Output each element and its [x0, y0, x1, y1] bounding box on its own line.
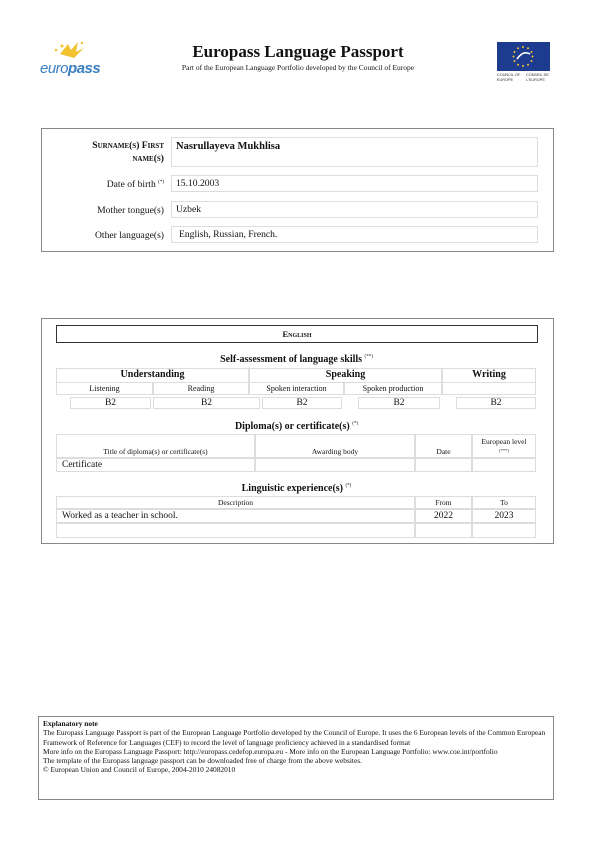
note-heading: Explanatory note	[43, 719, 98, 728]
experience-row-description	[56, 523, 415, 538]
group-understanding: Understanding	[56, 368, 249, 382]
explanatory-note	[38, 716, 554, 800]
europass-logo-text: europass	[40, 60, 101, 77]
group-writing: Writing	[442, 368, 536, 382]
skill-listening: Listening	[56, 382, 153, 395]
other-languages-value: English, Russian, French.	[171, 226, 538, 243]
self-assessment-title: Self-assessment of language skills (**)	[220, 354, 373, 365]
level-spoken-production: B2	[358, 397, 440, 409]
experience-col-from: From	[415, 496, 472, 509]
dob-label: Date of birth (*)	[106, 179, 164, 190]
level-spoken-interaction: B2	[262, 397, 342, 409]
skill-spoken-production: Spoken production	[344, 382, 442, 395]
skill-spoken-interaction: Spoken interaction	[249, 382, 344, 395]
diploma-row-date	[415, 458, 472, 472]
surname-label: Surname(s) First name(s)	[92, 140, 164, 164]
experience-row-to: 2023	[472, 509, 536, 523]
council-of-europe-logo-icon	[497, 42, 550, 71]
language-name: English	[56, 325, 538, 343]
surname-value: Nasrullayeva Mukhlisa	[171, 137, 538, 167]
experience-row-from	[415, 523, 472, 538]
diploma-col-date: Date	[415, 434, 472, 458]
diploma-col-level: European level (***)	[472, 434, 536, 458]
diploma-col-awarding: Awarding body	[255, 434, 415, 458]
other-languages-label: Other language(s)	[95, 230, 164, 241]
diploma-row-title: Certificate	[56, 458, 255, 472]
skill-reading: Reading	[153, 382, 249, 395]
group-speaking: Speaking	[249, 368, 442, 382]
level-writing: B2	[456, 397, 536, 409]
coe-caption-fr: CONSEIL DE L'EUROPE	[526, 73, 549, 82]
experience-row-description: Worked as a teacher in school.	[56, 509, 415, 523]
level-reading: B2	[153, 397, 260, 409]
experience-col-to: To	[472, 496, 536, 509]
document-title: Europass Language Passport	[192, 42, 404, 61]
note-line: © European Union and Council of Europe, 2004-2010 24082010	[43, 765, 236, 775]
experience-row-from: 2022	[415, 509, 472, 523]
mother-tongue-value: Uzbek	[171, 201, 538, 218]
experience-col-description: Description	[56, 496, 415, 509]
diploma-title: Diploma(s) or certificate(s) (*)	[234, 421, 359, 432]
experience-title: Linguistic experience(s) (*)	[241, 483, 352, 494]
dob-value: 15.10.2003	[171, 175, 538, 192]
level-listening: B2	[70, 397, 151, 409]
note-line: The Europass Language Passport is part of the European Language Portfolio developed by the Council of Europe. It uses the 6 European levels of the Common European Framework of Reference for Languages (CEF) to record the level of language proficiency achieved in a standardised format	[43, 728, 546, 747]
diploma-col-title: Title of diploma(s) or certificate(s)	[56, 434, 255, 458]
experience-row-to	[472, 523, 536, 538]
skill-writing	[442, 382, 536, 395]
document-subtitle: Part of the European Language Portfolio developed by the Council of Europe	[181, 63, 415, 72]
note-line: More info on the Europass Language Passport: http://europass.cedefop.europa.eu - More info on the European Language Portfolio: www.coe.int/portfolio	[43, 746, 498, 756]
diploma-row-awarding	[255, 458, 415, 472]
coe-caption	[497, 73, 550, 82]
note-line: The template of the Europass language passport can be downloaded free of charge from the above websites.	[43, 756, 362, 766]
coe-caption-en: COUNCIL OF EUROPE	[497, 73, 521, 82]
diploma-row-level	[472, 458, 536, 472]
mother-tongue-label: Mother tongue(s)	[97, 205, 164, 216]
